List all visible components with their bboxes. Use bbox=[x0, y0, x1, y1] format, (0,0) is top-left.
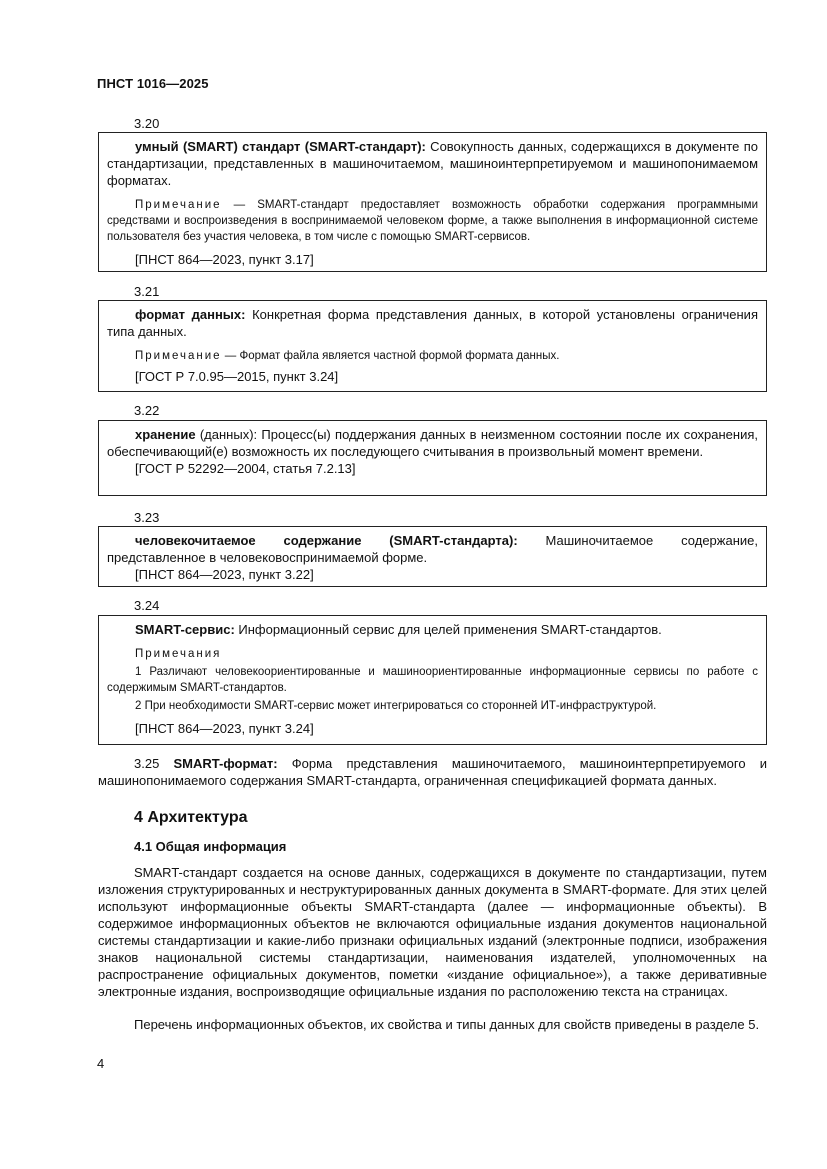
definition-text: : Процесс(ы) поддержания данных в неизменном состоянии после их сохранения, обеспечивающий(е) возможность их последующего считывания в произвольный момент времени. bbox=[107, 427, 758, 459]
term-name: формат данных: bbox=[135, 307, 246, 322]
term-qualifier: (данных) bbox=[195, 427, 254, 442]
term-note bbox=[107, 197, 758, 245]
term-number-3-21: 3.21 bbox=[134, 284, 160, 299]
subsection-title: 4.1 Общая информация bbox=[134, 839, 287, 854]
term-number-3-24: 3.24 bbox=[134, 598, 160, 613]
term-source: [ПНСТ 864—2023, пункт 3.22] bbox=[135, 567, 314, 582]
term-name: хранение bbox=[135, 427, 196, 442]
term-name: человекочитаемое содержание (SMART-стандарта): bbox=[135, 533, 518, 548]
term-number-3-23: 3.23 bbox=[134, 510, 160, 525]
document-header: ПНСТ 1016—2025 bbox=[97, 76, 209, 91]
body-paragraph-2: Перечень информационных объектов, их свойства и типы данных для свойств приведены в разделе 5. bbox=[134, 1017, 760, 1032]
definition-text: Форма представления машиночитаемого, машиноинтерпретируемого и машинопонимаемого содержания SMART-стандарта, ограниченная спецификацией формата данных. bbox=[98, 756, 767, 788]
term-note bbox=[107, 348, 758, 364]
term-definition bbox=[107, 306, 758, 340]
term-number-3-22: 3.22 bbox=[134, 403, 160, 418]
term-definition bbox=[107, 532, 758, 566]
term-definition bbox=[107, 426, 758, 460]
term-box-3-22 bbox=[98, 420, 767, 496]
term-name: SMART-формат: bbox=[173, 756, 278, 771]
page-number: 4 bbox=[97, 1056, 105, 1071]
notes-heading: Примечания bbox=[135, 648, 222, 660]
term-3-25 bbox=[98, 755, 767, 789]
definition-text: Конкретная форма представления данных, в которой установлены ограничения типа данных. bbox=[107, 307, 758, 339]
body-paragraph-1: SMART-стандарт создается на основе данных, содержащихся в документе по стандартизации, путем изложения структурированных и неструктурированных данных документа в SMART-формате. Для этих целей используют информационные объекты SMART-стандарта (далее — информационные объекты). В содержимое информационных объектов не включаются официальные издания документов национальной системы стандартизации и какие-либо признаки официальных изданий (электронные подписи, изображения знаков национальной системы стандартизации, наименования издателей, уполномоченных на распространение официальных документов, пометки «издание официальное»), а также деривативные электронные издания, воспроизводящие официальные издания по расположению текста на страницах. bbox=[98, 865, 767, 999]
term-number-3-25: 3.25 bbox=[134, 756, 160, 771]
definition-text: Информационный сервис для целей применения SMART-стандартов. bbox=[234, 622, 662, 637]
term-source: [ГОСТ Р 7.0.95—2015, пункт 3.24] bbox=[135, 369, 339, 384]
section-title: 4 Архитектура bbox=[134, 809, 248, 826]
term-source: [ПНСТ 864—2023, пункт 3.24] bbox=[135, 721, 314, 736]
term-definition bbox=[107, 138, 758, 189]
term-number-3-20: 3.20 bbox=[134, 116, 160, 131]
note-text: — SMART-стандарт предоставляет возможность обработки содержания программными средствами и воспроизведения в воспринимаемой человеком форме, а также выполнения в информационной системе пользователя без участия человека, в том числе с помощью SMART-сервисов. bbox=[107, 199, 758, 243]
term-definition bbox=[107, 621, 758, 638]
term-box-3-20 bbox=[98, 132, 767, 272]
note-label: Примечание bbox=[135, 350, 222, 362]
term-source: [ПНСТ 864—2023, пункт 3.17] bbox=[135, 252, 314, 267]
term-name: умный (SMART) стандарт (SMART-стандарт): bbox=[135, 139, 426, 154]
term-source: [ГОСТ Р 52292—2004, статья 7.2.13] bbox=[135, 461, 356, 476]
note-label: Примечание bbox=[135, 199, 222, 211]
term-box-3-24 bbox=[98, 615, 767, 745]
definition-text: Совокупность данных, содержащихся в документе по стандартизации, представленных в машиночитаемом, машиноинтерпретируемом и машинопонимаемом форматах. bbox=[107, 139, 758, 188]
note-text: — Формат файла является частной формой формата данных. bbox=[221, 350, 560, 362]
note-1: 1 Различают человекоориентированные и машиноориентированные информационные сервисы по работе с содержимым SMART-стандартов. bbox=[107, 666, 758, 694]
term-name: SMART-сервис: bbox=[135, 622, 235, 637]
term-box-3-23 bbox=[98, 526, 767, 587]
term-box-3-21 bbox=[98, 300, 767, 392]
definition-text: Машиночитаемое содержание, представленное в человековоспринимаемой форме. bbox=[107, 533, 758, 565]
note-2: 2 При необходимости SMART-сервис может интегрироваться со сторонней ИТ-инфраструктурой. bbox=[135, 700, 657, 712]
